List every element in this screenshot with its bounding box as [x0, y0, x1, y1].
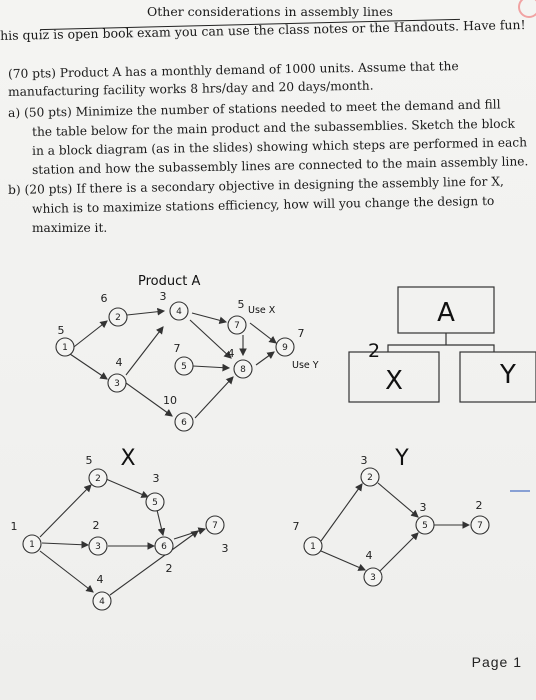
- time-node-8: 4: [227, 347, 235, 360]
- x-node-label-6: 6: [161, 542, 167, 552]
- x-time-3: 2: [92, 519, 100, 532]
- part-a-line-3: in a block diagram (as in the slides) showing which steps are performed in each: [31, 135, 528, 158]
- y-node-label-1: 1: [310, 542, 316, 552]
- block-x-label: X: [385, 366, 403, 396]
- time-node-2: 6: [100, 292, 108, 305]
- use-y-label: Use Y: [292, 360, 319, 371]
- x-time-5: 3: [152, 472, 160, 485]
- y-time-3: 4: [365, 549, 373, 562]
- y-time-1: 7: [292, 520, 300, 533]
- node-label-8: 8: [240, 365, 246, 375]
- block-y: [460, 352, 536, 402]
- x-node-label-2: 2: [95, 474, 101, 484]
- part-b-line-1: b) (20 pts) If there is a secondary objective in designing the assembly line for X,: [7, 174, 504, 197]
- x-time-2: 5: [85, 454, 93, 467]
- node-label-1: 1: [62, 343, 68, 353]
- time-node-5: 7: [173, 342, 181, 355]
- part-b-line-2: which is to maximize stations efficiency, how will you change the design to: [31, 193, 495, 216]
- x-diagram-title: X: [120, 446, 136, 471]
- x-time-4: 4: [96, 573, 104, 586]
- time-node-1: 5: [57, 324, 65, 337]
- y-time-5: 3: [419, 501, 427, 514]
- use-x-label: Use X: [248, 305, 276, 316]
- block-y-label: Y: [500, 360, 516, 390]
- page-number: Page 1: [471, 654, 522, 670]
- x-node-label-4: 4: [99, 597, 105, 607]
- y-node-label-2: 2: [367, 473, 373, 483]
- time-node-9: 7: [297, 327, 305, 340]
- question-intro-2: manufacturing facility works 8 hrs/day and 20 days/month.: [7, 78, 374, 99]
- part-a-line-4: station and how the subassembly lines are connected to the main assembly line.: [31, 154, 529, 177]
- x-node-label-7: 7: [212, 521, 218, 531]
- y-node-label-7: 7: [477, 521, 483, 531]
- product-a-nodes: [56, 302, 294, 431]
- node-label-9: 9: [282, 343, 288, 353]
- node-label-4: 4: [176, 307, 182, 317]
- corner-circle-icon: [518, 0, 536, 18]
- node-label-2: 2: [115, 313, 121, 323]
- block-count-label: 2: [367, 340, 381, 362]
- y-time-2: 3: [360, 454, 368, 467]
- time-node-7: 5: [237, 298, 245, 311]
- x-node-label-5: 5: [152, 498, 158, 508]
- node-label-5: 5: [181, 362, 187, 372]
- header-instructions: his quiz is open book exam you can use the class notes or the Handouts. Have fun!: [0, 16, 526, 43]
- x-node-label-1: 1: [29, 540, 35, 550]
- x-time-7: 3: [221, 542, 229, 555]
- node-label-3: 3: [114, 379, 120, 389]
- y-node-label-3: 3: [370, 573, 376, 583]
- block-a-label: A: [437, 298, 455, 328]
- node-label-7: 7: [234, 321, 240, 331]
- part-b-line-3: maximize it.: [32, 221, 108, 235]
- y-diagram-title: Y: [395, 446, 409, 471]
- x-node-label-3: 3: [95, 542, 101, 552]
- part-a-line-1: a) (50 pts) Minimize the number of stations needed to meet the demand and fill: [7, 97, 501, 120]
- node-label-6: 6: [181, 418, 187, 428]
- header-title: Other considerations in assembly lines: [147, 4, 393, 19]
- time-node-4: 3: [159, 290, 167, 303]
- x-time-1: 1: [10, 520, 18, 533]
- part-a-line-2: the table below for the main product and the subassemblies. Sketch the block: [31, 116, 515, 139]
- time-node-6: 10: [163, 394, 177, 407]
- time-node-3: 4: [115, 356, 123, 369]
- y-diagram: [321, 483, 469, 571]
- product-a-title: Product A: [138, 274, 201, 289]
- precedence-diagrams: [0, 265, 536, 615]
- y-time-7: 2: [475, 499, 483, 512]
- x-diagram: [40, 479, 205, 595]
- x-time-6: 2: [165, 562, 173, 575]
- y-node-label-5: 5: [422, 521, 428, 531]
- question-intro-1: (70 pts) Product A has a monthly demand of 1000 units. Assume that the: [7, 59, 459, 81]
